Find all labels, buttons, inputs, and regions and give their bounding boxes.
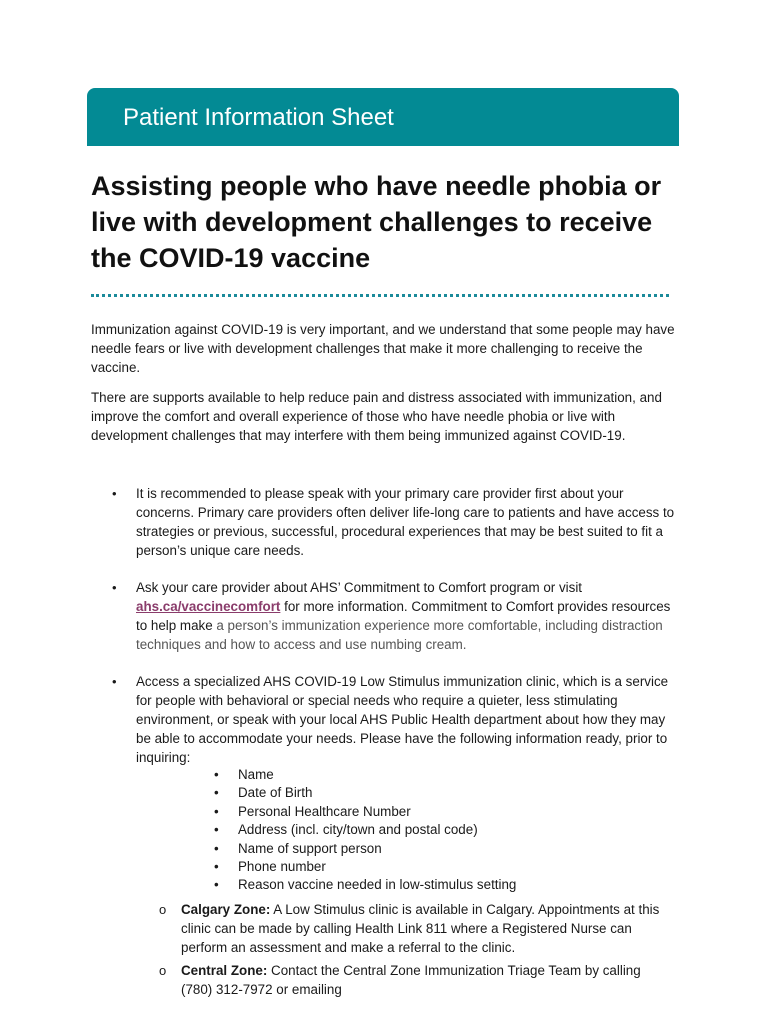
- bullet-2-mid: for more information. Commitment to Comfort provides resources to help make: [136, 599, 671, 633]
- intro-paragraph-1: Immunization against COVID-19 is very important, and we understand that some people may have needle fears or live with development challenges that make it more challenging to receive the vaccine.: [91, 322, 675, 375]
- sub-bullet-marker: o: [159, 963, 167, 978]
- dotted-divider: [91, 294, 669, 297]
- bullet-marker: •: [112, 486, 117, 501]
- banner-title: Patient Information Sheet: [123, 104, 394, 131]
- list-item: • Phone number: [214, 859, 326, 875]
- list-item: • Address (incl. city/town and postal code): [214, 822, 478, 838]
- calgary-zone-text: A Low Stimulus clinic is available in Calgary. Appointments at this clinic can be made by calling Health Link 811 where a Registered Nurse can perform an assessment and make a referral to the clinic.: [181, 902, 660, 955]
- central-zone-text: Contact the Central Zone Immunization Triage Team by calling (780) 312-7972 or emailing: [181, 963, 641, 997]
- bullet-primary-care: It is recommended to please speak with your primary care provider first about your concerns. Primary care providers often deliver life-long care to patients and have access to strategies or previous, successful, procedural experiences that may be best suited to fit a person’s unique care needs.: [136, 486, 675, 558]
- bullet-2-pre: Ask your care provider about AHS’ Commitment to Comfort program or visit: [136, 580, 583, 595]
- list-item: • Name of support person: [214, 840, 382, 856]
- header-banner: [87, 88, 679, 146]
- intro-paragraph-2: There are supports available to help reduce pain and distress associated with immunization, and improve the comfort and overall experience of those who have needle phobia or live with development challenges that may interfere with them being immunized against COVID-19.: [91, 390, 662, 443]
- central-zone-item: [181, 961, 671, 999]
- sub-bullet-marker: o: [159, 902, 167, 917]
- required-info-list: [214, 766, 516, 895]
- bullet-2-end: a person’s immunization experience more comfortable, including distraction techniques and how to access and use numbing cream.: [136, 618, 663, 652]
- list-item: • Personal Healthcare Number: [214, 803, 411, 819]
- bullet-commitment-to-comfort: [136, 578, 680, 654]
- vaccine-comfort-link[interactable]: ahs.ca/vaccinecomfort: [136, 599, 281, 614]
- central-zone-label: Central Zone:: [181, 963, 268, 978]
- list-item: • Date of Birth: [214, 785, 313, 801]
- calgary-zone-label: Calgary Zone:: [181, 902, 271, 917]
- list-item: • Name: [214, 767, 274, 782]
- page-title: Assisting people who have needle phobia or live with development challenges to receive the COVID-19 vaccine: [91, 171, 662, 273]
- bullet-marker: •: [112, 674, 117, 689]
- bullet-marker: •: [112, 580, 117, 595]
- calgary-zone-item: [181, 900, 671, 957]
- list-item: • Reason vaccine needed in low-stimulus setting: [214, 877, 517, 893]
- bullet-low-stimulus-clinic: Access a specialized AHS COVID-19 Low Stimulus immunization clinic, which is a service for people with behavioral or special needs who require a quieter, less stimulating environment, or speak with your local AHS Public Health department about how they may be able to accommodate your needs. Please have the following information ready, prior to inquiring:: [136, 674, 669, 765]
